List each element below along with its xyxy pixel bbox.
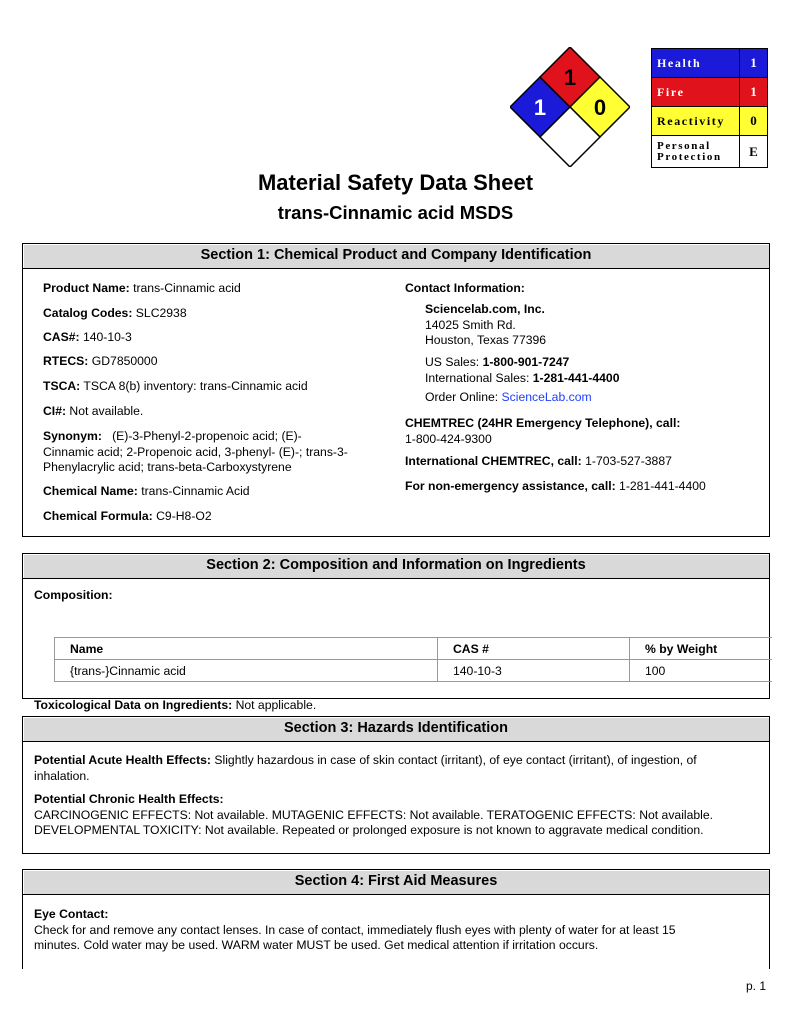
eye-contact-line-2: minutes. Cold water may be used. WARM water MUST be used. Get medical attention if irritation occurs. xyxy=(34,938,599,953)
composition-label-line xyxy=(34,588,113,602)
hmis-fire-label: Fire xyxy=(652,78,740,107)
intl-chemtrec-line xyxy=(405,454,672,468)
synonym-line-3: Phenylacrylic acid; trans-beta-Carboxystyrene xyxy=(43,460,292,475)
contact-heading xyxy=(405,281,525,295)
eye-contact-label: Eye Contact: xyxy=(34,907,109,921)
chemical-name-value: trans-Cinnamic Acid xyxy=(141,484,250,498)
section-4-heading: Section 4: First Aid Measures xyxy=(23,870,769,895)
intl-chemtrec-value: 1-703-527-3887 xyxy=(585,454,672,468)
hmis-health-label: Health xyxy=(652,49,740,78)
nonemergency-label: For non-emergency assistance, call: xyxy=(405,479,616,493)
composition-label: Composition: xyxy=(34,588,113,602)
nonemergency-line xyxy=(405,479,706,493)
chronic-effects-line-1: CARCINOGENIC EFFECTS: Not available. MUTAGENIC EFFECTS: Not available. TERATOGENIC EFFECTS: Not available. xyxy=(34,807,714,822)
nfpa-reactivity-value: 0 xyxy=(593,95,607,120)
section-1-heading: Section 1: Chemical Product and Company Identification xyxy=(23,244,769,269)
hmis-protection-value: E xyxy=(740,136,768,168)
intl-sales-value: 1-281-441-4400 xyxy=(532,370,620,385)
ingredient-name-cell: {trans-}Cinnamic acid xyxy=(55,660,438,682)
synonym-block xyxy=(43,429,383,476)
cas-value: 140-10-3 xyxy=(82,330,132,344)
document-title: Material Safety Data Sheet xyxy=(257,170,534,195)
contact-label: Contact Information: xyxy=(405,281,525,295)
rtecs-line xyxy=(43,354,158,368)
synonym-line-2: Cinnamic acid; 2-Propenoic acid, 3-phenyl- (E)-; trans-3- xyxy=(43,444,348,459)
hmis-protection-label-line2: Protection xyxy=(657,150,722,163)
acute-effects-block xyxy=(34,753,697,784)
page-number: p. 1 xyxy=(746,979,767,993)
chemtrec-label: CHEMTREC (24HR Emergency Telephone), call: xyxy=(405,416,681,430)
cas-line xyxy=(43,330,132,344)
section-3-heading: Section 3: Hazards Identification xyxy=(23,717,769,742)
tox-line xyxy=(34,698,316,712)
ci-label: CI#: xyxy=(43,404,67,418)
rtecs-value: GD7850000 xyxy=(91,354,158,368)
section-4 xyxy=(22,869,770,969)
acute-effects-line-2: inhalation. xyxy=(34,768,90,783)
hmis-protection-row xyxy=(652,136,768,168)
us-sales-value: 1-800-901-7247 xyxy=(482,355,570,369)
hmis-protection-label-line1: Personal xyxy=(657,139,711,152)
section-1 xyxy=(22,243,770,537)
chemtrec-value: 1-800-424-9300 xyxy=(405,431,492,446)
address-line-1: 14025 Smith Rd. xyxy=(425,317,516,332)
address-line-2: Houston, Texas 77396 xyxy=(425,333,547,348)
product-name-label: Product Name: xyxy=(43,281,130,295)
order-online-line xyxy=(425,390,592,404)
chemical-name-label: Chemical Name: xyxy=(43,484,138,498)
synonym-label: Synonym: xyxy=(43,429,102,443)
column-header-name: Name xyxy=(55,638,438,660)
acute-effects-label: Potential Acute Health Effects: xyxy=(34,753,211,767)
catalog-value: SLC2938 xyxy=(135,306,187,320)
ci-line xyxy=(43,404,143,418)
eye-contact-line-1: Check for and remove any contact lenses. In case of contact, immediately flush eyes with plenty of water for at least 15 xyxy=(34,922,676,937)
catalog-label: Catalog Codes: xyxy=(43,306,133,320)
formula-label: Chemical Formula: xyxy=(43,509,153,523)
cas-label: CAS#: xyxy=(43,330,80,344)
document-subtitle: trans-Cinnamic acid MSDS xyxy=(277,202,514,223)
column-header-cas: CAS # xyxy=(438,638,630,660)
chemical-name-line xyxy=(43,484,250,498)
intl-chemtrec-label: International CHEMTREC, call: xyxy=(405,454,582,468)
catalog-line xyxy=(43,306,187,320)
composition-table xyxy=(54,637,772,682)
tsca-label: TSCA: xyxy=(43,379,81,393)
hmis-reactivity-label: Reactivity xyxy=(652,107,740,136)
nfpa-fire-value: 1 xyxy=(563,65,577,90)
table-row xyxy=(55,660,773,682)
nonemergency-value: 1-281-441-4400 xyxy=(619,479,706,493)
order-online-label: Order Online: xyxy=(425,390,499,404)
tox-label: Toxicological Data on Ingredients: xyxy=(34,698,233,712)
hmis-protection-label xyxy=(652,136,740,168)
ingredient-weight-cell: 100 xyxy=(630,660,773,682)
chronic-effects-line-2: DEVELOPMENTAL TOXICITY: Not available. Repeated or prolonged exposure is not known to aggravate medical condition. xyxy=(34,823,704,838)
intl-sales-label: International Sales: xyxy=(425,370,530,385)
formula-line xyxy=(43,509,212,523)
hmis-reactivity-value: 0 xyxy=(740,107,768,136)
product-name-value: trans-Cinnamic acid xyxy=(133,281,241,295)
synonym-line-1: (E)-3-Phenyl-2-propenoic acid; (E)- xyxy=(112,429,302,443)
hmis-fire-row xyxy=(652,78,768,107)
hmis-rating-table xyxy=(651,48,768,168)
order-online-link[interactable]: ScienceLab.com xyxy=(501,390,592,404)
company-address xyxy=(425,302,546,349)
sales-block xyxy=(425,355,619,386)
hmis-fire-value: 1 xyxy=(740,78,768,107)
tsca-line xyxy=(43,379,308,393)
nfpa-health-value: 1 xyxy=(533,95,547,120)
ci-value: Not available. xyxy=(69,404,144,418)
chronic-effects-label: Potential Chronic Health Effects: xyxy=(34,792,224,806)
tsca-value: TSCA 8(b) inventory: trans-Cinnamic acid xyxy=(83,379,308,393)
product-name-line xyxy=(43,281,241,295)
nfpa-diamond xyxy=(510,47,630,167)
company-name: Sciencelab.com, Inc. xyxy=(425,302,545,316)
rtecs-label: RTECS: xyxy=(43,354,89,368)
hmis-health-row xyxy=(652,49,768,78)
hmis-health-value: 1 xyxy=(740,49,768,78)
section-3 xyxy=(22,716,770,854)
ingredient-cas-cell: 140-10-3 xyxy=(438,660,630,682)
composition-header-row xyxy=(55,638,773,660)
chronic-effects-block xyxy=(34,792,713,839)
tox-value: Not applicable. xyxy=(235,698,317,712)
chemtrec-block xyxy=(405,416,680,447)
column-header-weight: % by Weight xyxy=(630,638,773,660)
formula-value: C9-H8-O2 xyxy=(156,509,212,523)
section-2 xyxy=(22,553,770,712)
section-2-heading: Section 2: Composition and Information on Ingredients xyxy=(23,554,769,579)
us-sales-label: US Sales: xyxy=(425,355,480,369)
eye-contact-block xyxy=(34,907,676,954)
hmis-reactivity-row xyxy=(652,107,768,136)
acute-effects-line-1: Slightly hazardous in case of skin contact (irritant), of eye contact (irritant), of ingestion, of xyxy=(214,753,697,767)
